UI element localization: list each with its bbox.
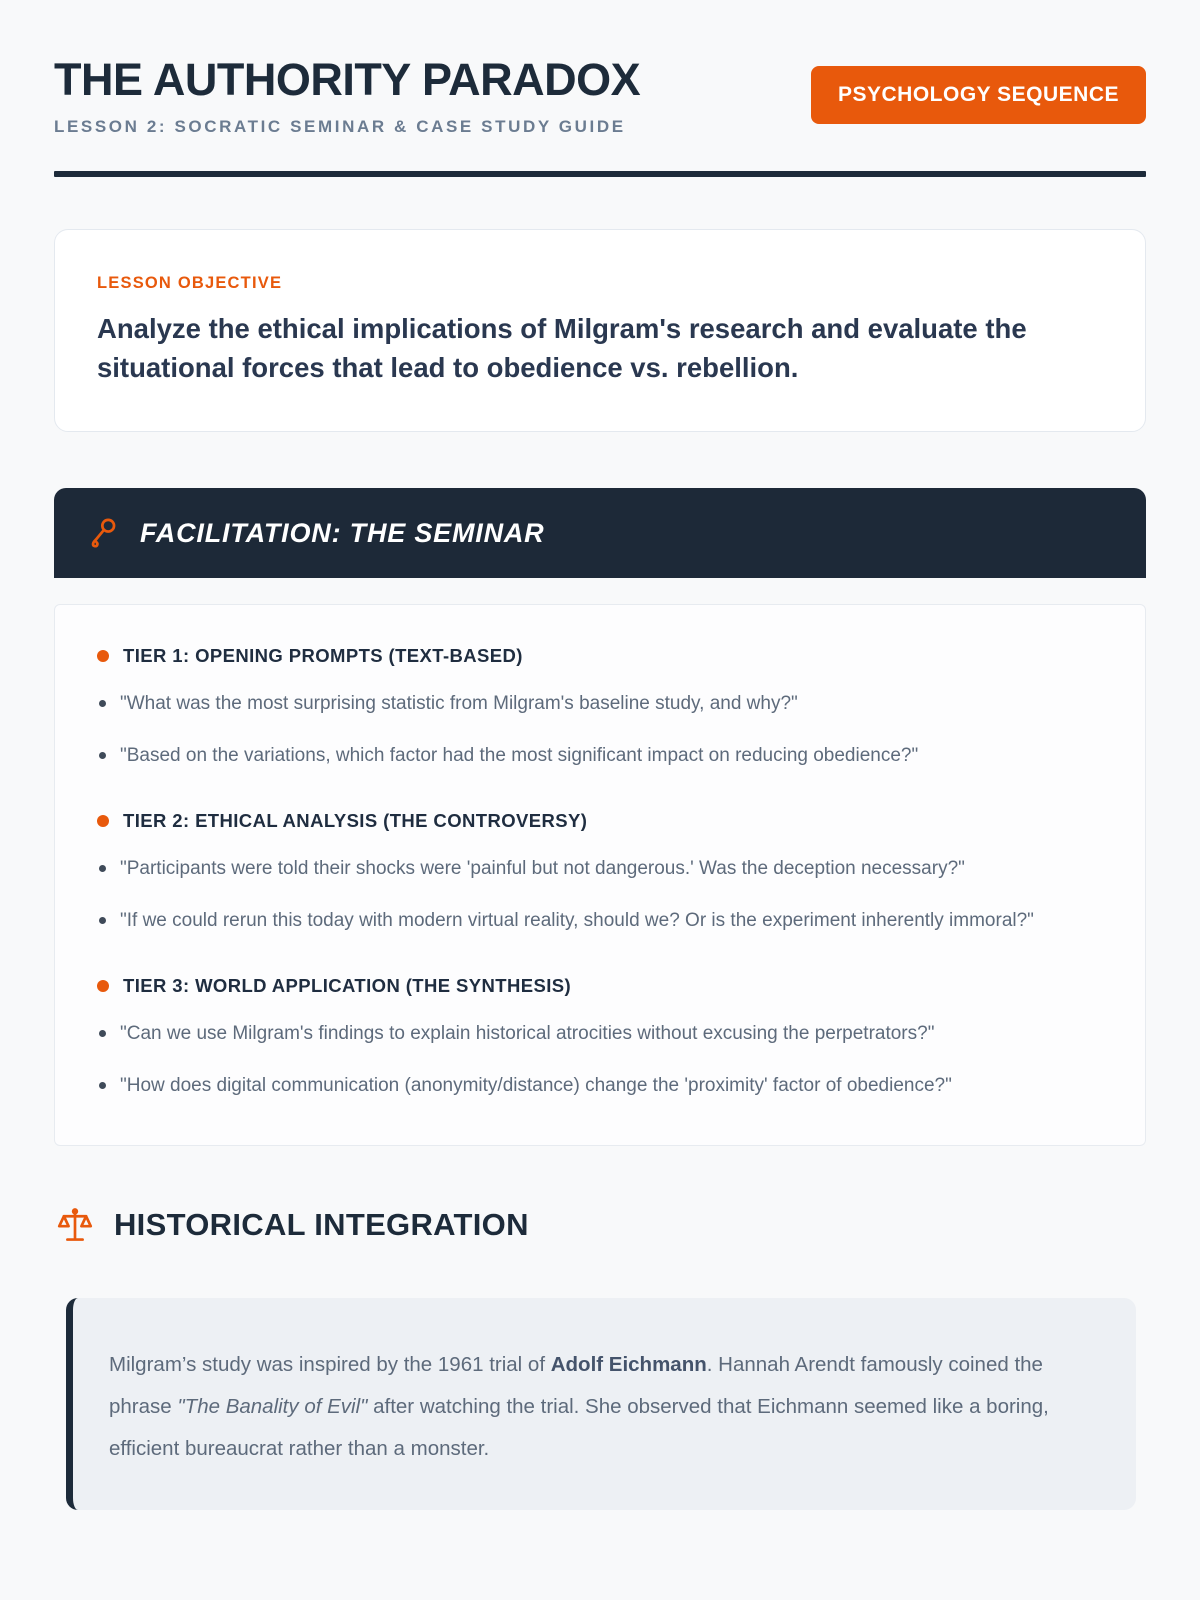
list-item: "Participants were told their shocks were 'painful but not dangerous.' Was the deception necessary?" (97, 854, 1037, 883)
list-item: "If we could rerun this today with modern virtual reality, should we? Or is the experiment inherently immoral?" (97, 906, 1037, 935)
tier-1-heading-row (97, 645, 1103, 667)
tier-3-heading: TIER 3: WORLD APPLICATION (THE SYNTHESIS) (123, 975, 572, 997)
seminar-content-card (54, 604, 1146, 1146)
list-item: "How does digital communication (anonymity/distance) change the 'proximity' factor of obedience?" (97, 1071, 1037, 1100)
lesson-objective-label: LESSON OBJECTIVE (97, 274, 283, 293)
historical-section-header (54, 1204, 1146, 1246)
quote-bold-name: Adolf Eichmann (550, 1352, 707, 1376)
tier-bullet-icon (97, 650, 109, 662)
tier-2-items (97, 854, 1103, 935)
historical-quote-block (66, 1298, 1136, 1510)
tier-bullet-icon (97, 815, 109, 827)
seminar-section-title: FACILITATION: THE SEMINAR (140, 517, 545, 548)
tier-2-heading: TIER 2: ETHICAL ANALYSIS (THE CONTROVERSY) (123, 810, 588, 832)
lesson-objective-text: Analyze the ethical implications of Milgram's research and evaluate the situational forces that lead to obedience vs. rebellion. (97, 313, 1027, 384)
tier-1-heading: TIER 1: OPENING PROMPTS (TEXT-BASED) (123, 645, 523, 667)
list-item: "What was the most surprising statistic from Milgram's baseline study, and why?" (97, 689, 1037, 718)
microphone-icon (84, 515, 120, 551)
page-subtitle: LESSON 2: SOCRATIC SEMINAR & CASE STUDY GUIDE (54, 117, 626, 137)
header-text (54, 56, 640, 137)
historical-section-title: HISTORICAL INTEGRATION (114, 1206, 529, 1242)
tier-1-items (97, 689, 1103, 770)
tier-1-group (97, 645, 1103, 770)
list-item: "Based on the variations, which factor had the most significant impact on reducing obedience?" (97, 741, 1037, 770)
header (54, 56, 1146, 137)
historical-quote-text: Milgram’s study was inspired by the 1961 trial of Adolf Eichmann. Hannah Arendt famously coined the phrase "The Banality of Evil" after watching the trial. She observed that Eichmann seemed like a boring, efficient bureaucrat rather than a monster. (109, 1352, 1049, 1460)
scales-icon (54, 1204, 96, 1246)
sequence-badge: PSYCHOLOGY SEQUENCE (811, 66, 1146, 124)
tier-2-group (97, 810, 1103, 935)
page-title: THE AUTHORITY PARADOX (54, 54, 641, 105)
tier-3-items (97, 1019, 1103, 1100)
header-divider (54, 171, 1146, 177)
tier-bullet-icon (97, 980, 109, 992)
quote-italic-phrase: "The Banality of Evil" (177, 1394, 368, 1418)
tier-3-heading-row (97, 975, 1103, 997)
lesson-objective-card (54, 229, 1146, 432)
tier-2-heading-row (97, 810, 1103, 832)
seminar-section-header (54, 488, 1146, 578)
list-item: "Can we use Milgram's findings to explain historical atrocities without excusing the perpetrators?" (97, 1019, 1037, 1048)
tier-3-group (97, 975, 1103, 1100)
